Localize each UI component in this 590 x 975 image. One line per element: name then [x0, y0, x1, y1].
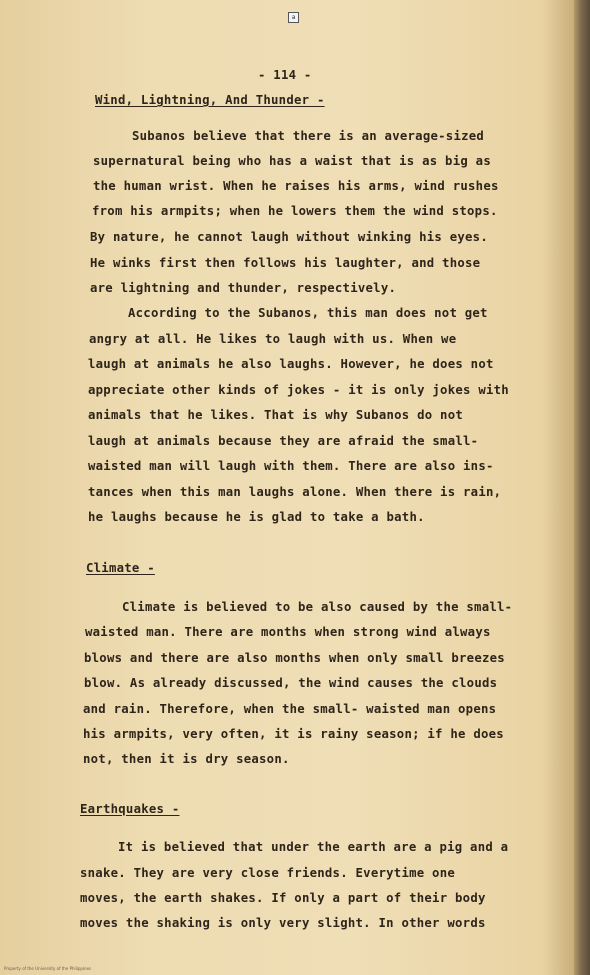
body-line: supernatural being who has a waist that is as big as	[93, 154, 491, 168]
body-line: waisted man will laugh with them. There are also ins-	[88, 459, 494, 473]
body-line: snake. They are very close friends. Everytime one	[80, 866, 456, 880]
body-line: animals that he likes. That is why Subanos do not	[88, 408, 464, 422]
body-line: are lightning and thunder, respectively.	[90, 281, 397, 295]
body-line: the human wrist. When he raises his arms, wind rushes	[93, 179, 499, 193]
page-number: - 114 -	[258, 68, 312, 82]
page-binding-edge	[574, 0, 590, 975]
body-line: his armpits, very often, it is rainy season; if he does	[83, 727, 504, 741]
body-line: It is believed that under the earth are a pig and a	[118, 840, 509, 854]
body-line: from his armpits; when he lowers them the wind stops.	[92, 204, 498, 218]
body-line: Subanos believe that there is an average-sized	[132, 129, 485, 143]
section-heading-earthquakes: Earthquakes -	[80, 802, 180, 816]
body-line: moves, the earth shakes. If only a part of their body	[80, 891, 486, 905]
body-line: blow. As already discussed, the wind causes the clouds	[84, 676, 498, 690]
body-line: angry at all. He likes to laugh with us. When we	[89, 332, 457, 346]
body-line: and rain. Therefore, when the small- waisted man opens	[83, 702, 497, 716]
body-line: appreciate other kinds of jokes - it is only jokes with	[88, 383, 509, 397]
body-line: not, then it is dry season.	[83, 752, 290, 766]
body-line: moves the shaking is only very slight. In other words	[80, 916, 486, 930]
body-line: he laughs because he is glad to take a bath.	[88, 510, 425, 524]
section-heading-climate: Climate -	[86, 561, 155, 575]
scan-footer-note: Property of the University of the Philippines	[4, 966, 92, 971]
body-line: Climate is believed to be also caused by the small-	[122, 600, 513, 614]
body-line: By nature, he cannot laugh without winking his eyes.	[90, 230, 488, 244]
section-heading-wind: Wind, Lightning, And Thunder -	[95, 93, 325, 107]
body-line: blows and there are also months when only small breezes	[84, 651, 505, 665]
body-line: He winks first then follows his laughter, and those	[90, 256, 481, 270]
scan-marker: a	[288, 12, 299, 23]
body-line: laugh at animals he also laughs. However, he does not	[88, 357, 494, 371]
body-line: waisted man. There are months when strong wind always	[85, 625, 491, 639]
body-line: laugh at animals because they are afraid the small-	[88, 434, 479, 448]
body-line: tances when this man laughs alone. When there is rain,	[88, 485, 502, 499]
body-line: According to the Subanos, this man does not get	[128, 306, 488, 320]
